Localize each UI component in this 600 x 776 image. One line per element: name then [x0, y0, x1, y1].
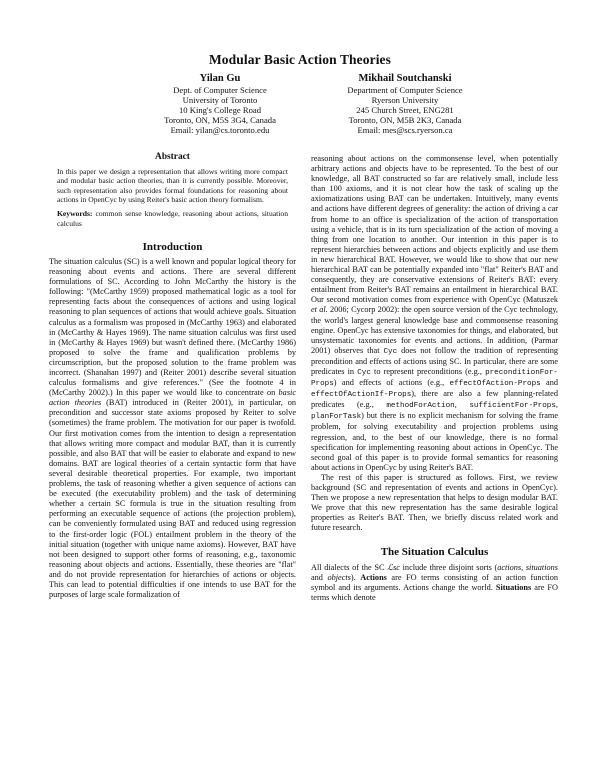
right-column: [311, 154, 558, 603]
author-univ: Ryerson University: [371, 95, 439, 105]
author-name: Mikhail Soutchanski: [358, 73, 452, 84]
author-dept: Department of Computer Science: [347, 85, 463, 95]
section-heading-situation-calculus: The Situation Calculus: [380, 546, 489, 559]
abstract-heading: Abstract: [155, 152, 190, 162]
intro-paragraph: The situation calculus (SC) is a well known and popular logical theory for reasoning about events and actions. There are several different formulations of SC. According to John McCarthy the history is the following: "(McCarthy 1959) proposed mathematical logic as a tool for representing facts about the consequences of actions and using logical reasoning to plan sequences of actions that would achieve goals. Situation calculus as a formalism was proposed in (McCarthy 1963) and elaborated in (McCarthy & Hayes 1969). The name situation calculus was first used in (McCarthy & Hayes 1969) but wasn't defined there. (McCarthy 1986) proposed to solve the frame and qualification problems by circumscription, but the proposed solution to the frame problem was incorrect. (Shanahan 1997) and (Reiter 2001) describe several situation calculus formalisms and give references." (See the footnote 4 in (McCarthy 2002).) In this paper we would like to concentrate on basic action theories (BAT) introduced in (Reiter 2001), in particular, on precondition and successor state axioms proposed by Reiter to solve (sometimes) the frame problem. The motivation for our paper is twofold. Our first motivation comes from the intention to design a representation that allows writing more compact and modular BAT, than it is currently possible, and also BAT that will be easier to elaborate and expand to new domains. BAT are logical theories of a certain syntactic form that have several desirable theoretical properties. For example, two important problems, the task of reasoning whether a given sequence of actions can be executed (the executability problem) and the task of determining whether a certain SC formula is true in the situation resulting from performing an executable sequence of actions (the projection problem), can be conveniently formulated using BAT and reduced using regression to the first-order logic (FOL) entailment problem in the theory of the initial situation (together with unique name axioms). However, BAT have not been designed to support other forms of reasoning, e.g., taxonomic reasoning about objects and actions. Essentially, these theories are "flat" and do not provide representation for hierarchies of actions or objects. This can lead to potential difficulties if one intends to use BAT for the purposes of large scale formalization of: [49, 256, 296, 600]
keywords-label: Keywords:: [57, 209, 93, 219]
section-heading-introduction: Introduction: [142, 240, 203, 253]
author-block-1: [120, 72, 320, 135]
paper-title: Modular Basic Action Theories: [208, 52, 392, 67]
left-column: [49, 152, 296, 600]
author-address: Toronto, ON, M5B 2K3, Canada: [348, 115, 462, 125]
author-email: Email: yilan@cs.toronto.edu: [170, 125, 270, 135]
keywords-text: common sense knowledge, reasoning about actions, situation calculus: [57, 209, 288, 228]
author-dept: Dept. of Computer Science: [173, 85, 267, 95]
author-block-2: [300, 72, 510, 135]
author-address: 245 Church Street, ENG281: [356, 105, 454, 115]
author-univ: University of Toronto: [182, 95, 258, 105]
author-email: Email: mes@scs.ryerson.ca: [357, 125, 453, 135]
author-address: Toronto, ON, M5S 3G4, Canada: [164, 115, 276, 125]
sc-paragraph: All dialects of the SC ℒsc include three disjoint sorts (actions, situations and objects). Actions are FO terms consisting of an action function symbol and its arguments. Actions change the world. Situations are FO terms which denote: [311, 562, 559, 602]
author-address: 10 King's College Road: [179, 105, 261, 115]
keywords: [57, 209, 288, 228]
abstract-text: In this paper we design a representation that allows writing more compact and modular basic action theories, than it is currently possible. Moreover, such representation also provides formal foundations for reasoning about actions in OpenCyc by using Reiter's basic action theory formalism.: [57, 167, 288, 204]
intro-paragraph-continued: reasoning about actions on the commonsense level, when potentially arbitrary actions and objects have to be represented. To the best of our knowledge, all BAT constructed so far are relatively small, include less than 100 axioms, and it is not clear how the task of scaling up the axiomatizations using BAT can be undertaken. Intuitively, many events and actions have different degrees of generality: the action of driving a car from home to an office is specialization of the action of transportation using a vehicle, that is in its turn specialization of the action of moving a thing from one location to another. Our intention in this paper is to represent hierarchies between actions and objects explicitly and use them in new hierarchical BAT. However, we would like to show that our new hierarchical BAT can be potentially expanded into "flat" Reiter's BAT and consequently, they are conservative extensions of Reiter's BAT: every entailment from Reiter's BAT remains an entailment in hierarchical BAT. Our second motivation comes from experience with OpenCyc (Matuszek et al. 2006; Cycorp 2002): the open source version of the Cyc technology, the world's largest general knowledge base and commonsense reasoning engine. OpenCyc has extensive taxonomies for things, and elaborated, but unsystematic taxonomies for events and actions. In addition, (Parmar 2001) observes that Cyc does not follow the tradition of representing precondition and effects of actions using SC. In particular, there are some predicates in Cyc to represent preconditions (e.g., preconditionFor-Props) and effects of actions (e.g., effectOfAction-Props and effectOfActionIf-Props), there are also a few planning-related predicates (e.g., methodForAction, sufficientFor-Props, planForTask) but there is no explicit mechanism for solving the frame problem, for solving executability and projection problems using regression, and, to the best of our knowledge, there is no formal specification for implementing reasoning about actions in OpenCyc. The second goal of this paper is to provide formal semantics for reasoning about actions in OpenCyc by using Reiter's BAT.: [311, 154, 558, 472]
author-name: Yilan Gu: [199, 73, 241, 84]
structure-paragraph: The rest of this paper is structured as follows. First, we review background (SC and representation of events and actions in OpenCyc). Then we propose a new representation that helps to design modular BAT. We prove that this new representation has the same desirable logical properties as Reiter's BAT. Then, we briefly discuss related work and future research.: [311, 472, 558, 533]
